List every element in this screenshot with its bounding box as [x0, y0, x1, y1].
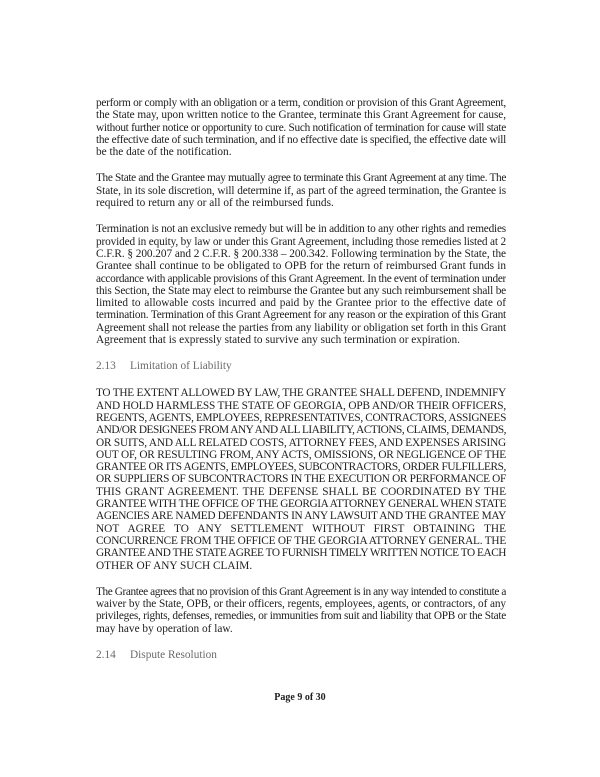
document-body [96, 97, 506, 676]
paragraph-mutual-termination [96, 172, 506, 209]
paragraph-termination-remedy [96, 223, 506, 346]
text-line: waiver by the State, OPB, or their officers, regents, employees, agents, or contractors, of any [96, 598, 506, 611]
text-line: CONCURRENCE FROM THE OFFICE OF THE GEORGIA ATTORNEY GENERAL. THE [96, 534, 506, 547]
paragraph-termination-cause [96, 97, 506, 158]
text-line: this Section, the State may elect to reimburse the Grantee but any such reimbursement shall be [96, 284, 506, 297]
text-line: AGENCIES ARE NAMED DEFENDANTS IN ANY LAWSUIT AND THE GRANTEE MAY [96, 510, 506, 523]
text-line: GRANTEE AND THE STATE AGREE TO FURNISH TIMELY WRITTEN NOTICE TO EACH [96, 547, 506, 560]
page-number: Page 9 of 30 [274, 692, 326, 703]
text-line: C.F.R. § 200.207 and 2 C.F.R. § 200.338 – 200.342. Following termination by the State, the [96, 247, 506, 260]
text-line: GRANTEE WITH THE OFFICE OF THE GEORGIA ATTORNEY GENERAL WHEN STATE [96, 498, 506, 511]
section-title: Dispute Resolution [130, 648, 217, 661]
text-line: TO THE EXTENT ALLOWED BY LAW, THE GRANTEE SHALL DEFEND, INDEMNIFY [96, 387, 506, 400]
text-line: may have by operation of law. [96, 622, 233, 635]
text-line: The Grantee agrees that no provision of this Grant Agreement is in any way intended to constitute a [96, 585, 506, 598]
text-line: OR SUITS, AND ALL RELATED COSTS, ATTORNEY FEES, AND EXPENSES ARISING [96, 436, 506, 449]
text-line: provided in equity, by law or under this Grant Agreement, including those remedies listed at 2 [96, 235, 506, 248]
text-line: privileges, rights, defenses, remedies, or immunities from suit and liability that OPB or the State [96, 610, 506, 623]
text-line: termination. Termination of this Grant Agreement for any reason or the expiration of this Grant [96, 309, 506, 322]
section-heading-2-13 [96, 360, 506, 373]
paragraph-no-waiver [96, 586, 506, 635]
text-line: OTHER OF ANY SUCH CLAIM. [96, 559, 253, 572]
text-line: accordance with applicable provisions of this Grant Agreement. In the event of termination under [96, 272, 506, 285]
text-line: without further notice or opportunity to cure. Such notification of termination for cause will state [96, 121, 506, 134]
text-line: Agreement shall not release the parties from any liability or obligation set forth in this Grant [96, 321, 506, 334]
text-line: OR SUPPLIERS OF SUBCONTRACTORS IN THE EXECUTION OR PERFORMANCE OF [96, 473, 506, 486]
section-title: Limitation of Liability [130, 360, 232, 373]
text-line: the State may, upon written notice to the Grantee, terminate this Grant Agreement for cause, [96, 109, 506, 122]
text-line: The State and the Grantee may mutually agree to terminate this Grant Agreement at any time. The [96, 172, 506, 185]
text-line: be the date of the notification. [96, 146, 232, 159]
text-line: Agreement that is expressly stated to survive any such termination or expiration. [96, 334, 460, 347]
section-heading-2-14 [96, 649, 506, 662]
section-number: 2.14 [96, 648, 116, 661]
text-line: NOT AGREE TO ANY SETTLEMENT WITHOUT FIRST OBTAINING THE [96, 522, 506, 535]
text-line: Grantee shall continue to be obligated to OPB for the return of reimbursed Grant funds in [96, 260, 506, 273]
text-line: AND HOLD HARMLESS THE STATE OF GEORGIA, OPB AND/OR THEIR OFFICERS, [96, 399, 506, 412]
text-line: perform or comply with an obligation or a term, condition or provision of this Grant Agreement, [96, 97, 506, 109]
text-line: limited to allowable costs incurred and paid by the Grantee prior to the effective date of [96, 297, 506, 310]
section-number: 2.13 [96, 360, 116, 373]
text-line: AND/OR DESIGNEES FROM ANY AND ALL LIABILITY, ACTIONS, CLAIMS, DEMANDS, [96, 424, 506, 437]
text-line: the effective date of such termination, and if no effective date is specified, the effective date will [96, 133, 506, 146]
text-line: GRANTEE OR ITS AGENTS, EMPLOYEES, SUBCONTRACTORS, ORDER FULFILLERS, [96, 461, 506, 474]
text-line: required to return any or all of the reimbursed funds. [96, 197, 334, 210]
text-line: State, in its sole discretion, will determine if, as part of the agreed termination, the Grantee is [96, 184, 506, 197]
text-line: THIS GRANT AGREEMENT. THE DEFENSE SHALL BE COORDINATED BY THE [96, 485, 506, 498]
paragraph-indemnify [96, 387, 506, 571]
text-line: Termination is not an exclusive remedy but will be in addition to any other rights and remedies [96, 223, 506, 236]
text-line: REGENTS, AGENTS, EMPLOYEES, REPRESENTATIVES, CONTRACTORS, ASSIGNEES [96, 411, 506, 424]
text-line: OUT OF, OR RESULTING FROM, ANY ACTS, OMISSIONS, OR NEGLIGENCE OF THE [96, 448, 506, 461]
